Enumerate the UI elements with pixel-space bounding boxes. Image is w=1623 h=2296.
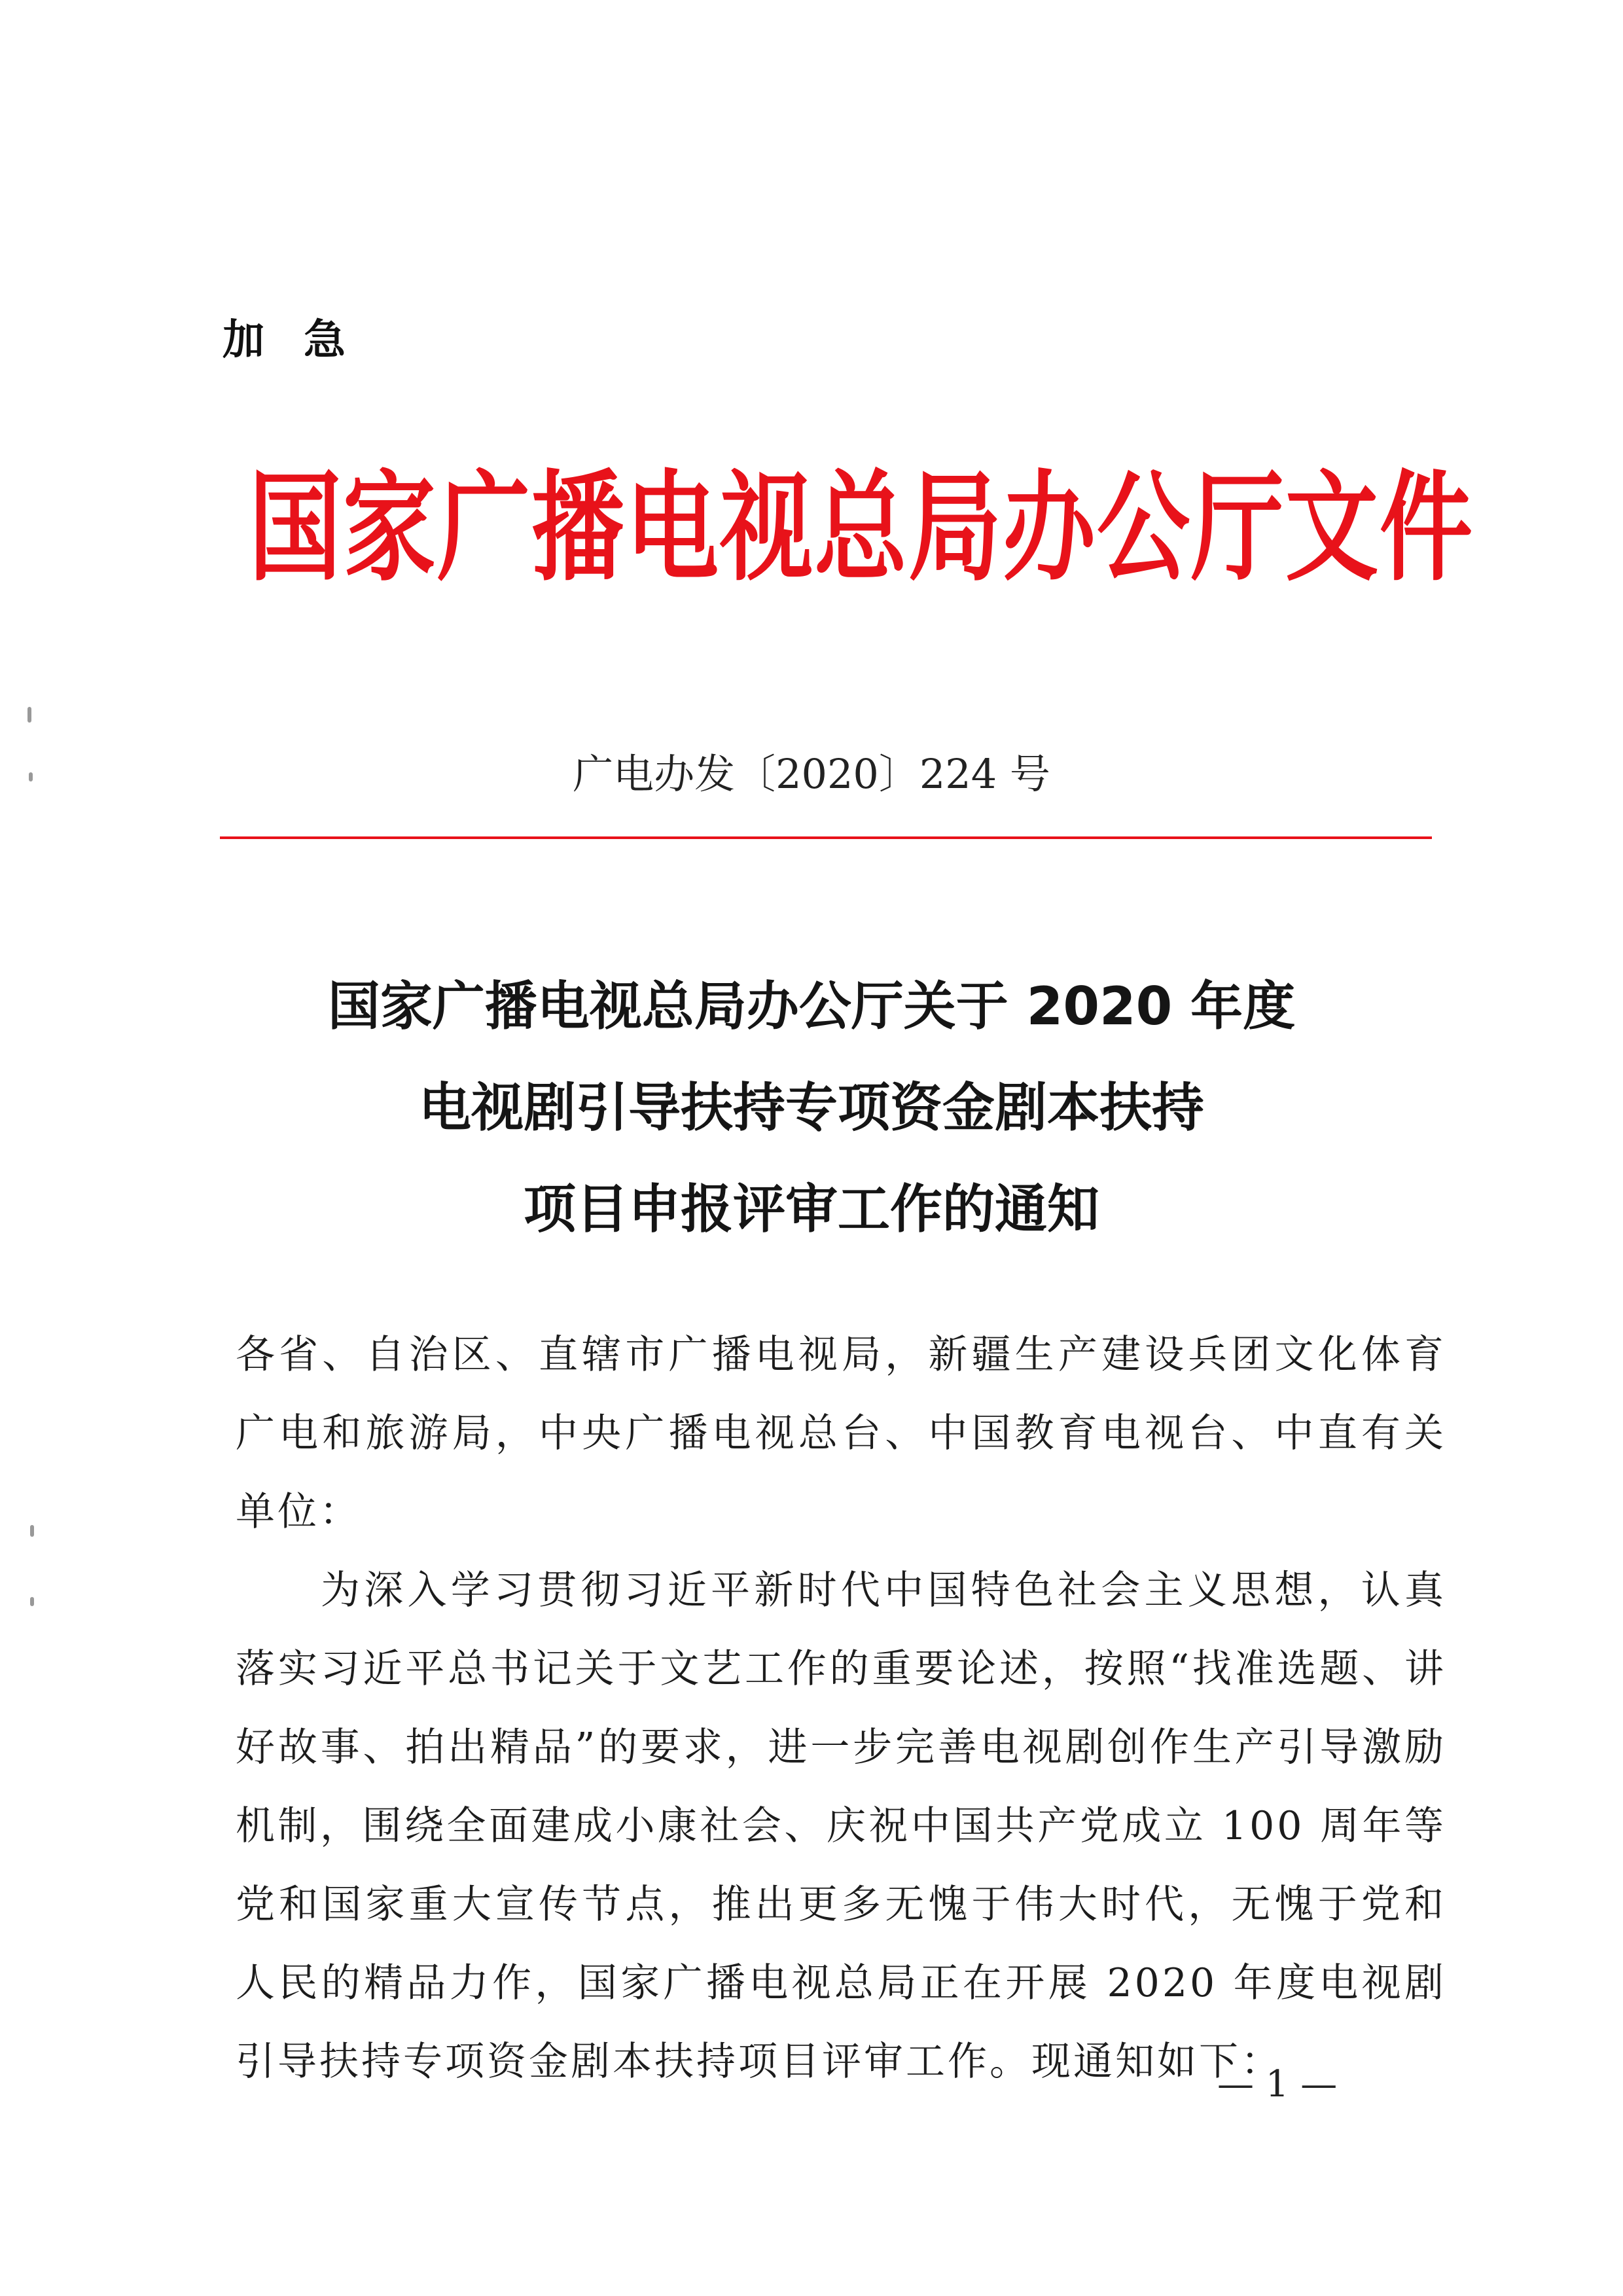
page-number: — 1 — — [1217, 2063, 1338, 2106]
urgency-label: 加急 — [223, 316, 385, 365]
red-divider — [220, 836, 1432, 839]
document-masthead: 国家广播电视总局办公厅文件 — [249, 459, 1474, 598]
document-title — [157, 956, 1466, 1260]
scan-mark — [30, 1525, 34, 1537]
title-line: 项目申报评审工作的通知 — [524, 1179, 1099, 1240]
scan-mark — [30, 1597, 34, 1606]
document-body — [236, 1316, 1446, 2101]
title-line: 国家广播电视总局办公厅关于 2020 年度 — [327, 976, 1296, 1037]
title-line: 电视剧引导扶持专项资金剧本扶持 — [419, 1077, 1204, 1138]
document-number: 广电办发〔2020〕224 号 — [573, 750, 1050, 798]
scan-mark — [27, 707, 31, 723]
recipients-paragraph: 各省、自治区、直辖市广播电视局，新疆生产建设兵团文化体育广电和旅游局，中央广播电视总台、中国教育电视台、中直有关单位： — [236, 1332, 1446, 1535]
body-paragraph: 为深入学习贯彻习近平新时代中国特色社会主义思想，认真落实习近平总书记关于文艺工作的重要论述，按照“找准选题、讲好故事、拍出精品”的要求，进一步完善电视剧创作生产引导激励机制，围绕全面建成小康社会、庆祝中国共产党成立 100 周年等党和国家重大宣传节点，推出更多无愧于伟大时代，无愧于党和人民的精品力作，国家广播电视总局正在开展 2020 年度电视剧引导扶持专项资金剧本扶持项目评审工作。现通知如下： — [236, 1568, 1446, 2085]
scan-mark — [29, 772, 33, 781]
